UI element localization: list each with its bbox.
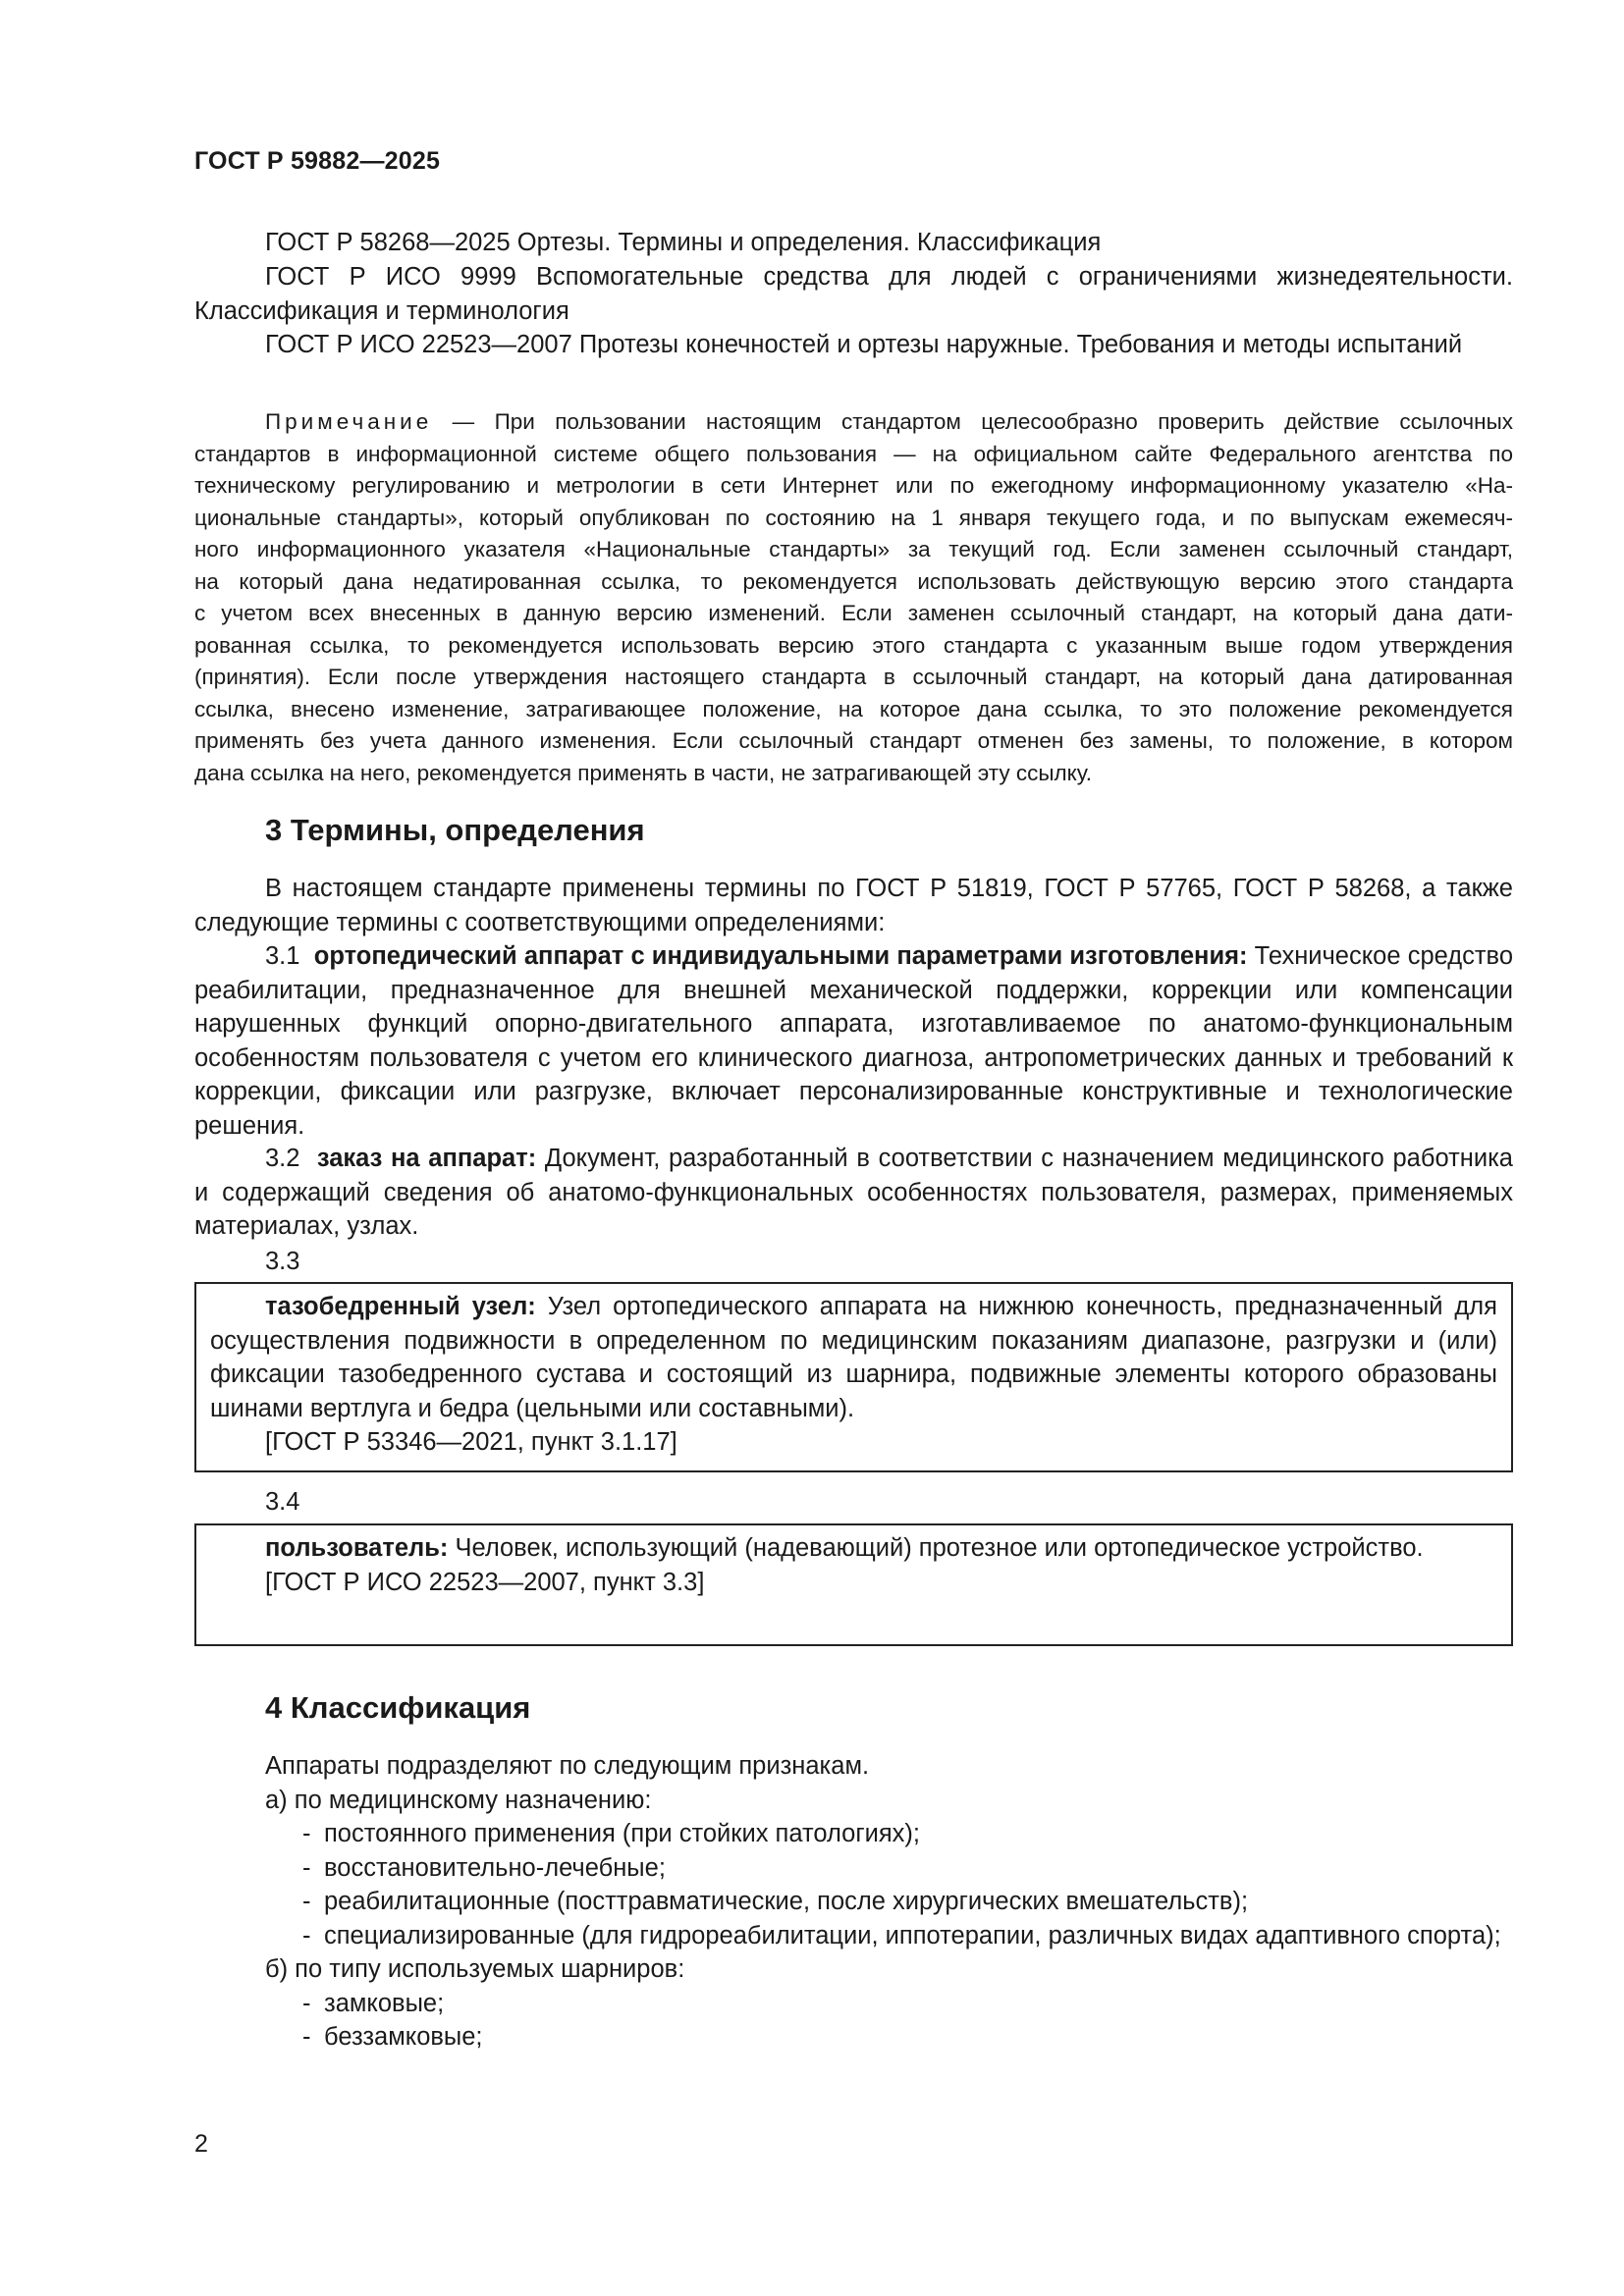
term-3-2: 3.2 заказ на аппарат: Документ, разработанный в соответствии с назначением медицинского работника и содержащий сведения об анатомо-функциональных особенностях пользователя, размерах, применяемых материалах, узлах. (194, 1145, 1513, 1240)
document-code: ГОСТ Р 59882—2025 (194, 147, 441, 175)
reference-58268: ГОСТ Р 58268—2025 Ортезы. Термины и определения. Классификация (265, 229, 1102, 256)
term-3-4-title: пользователь: (265, 1534, 449, 1562)
term-3-1-title: ортопедический аппарат с индивидуальными параметрами изготовления: (313, 942, 1248, 970)
note-line: применять без учета данного изменения. Если ссылочный стандарт отменен без замены, то положение, в котором (194, 728, 1513, 753)
term-3-3-definition: Узел ортопедического аппарата на нижнюю конечность, предназначенный для осуществления подвижности в определенном по медицинским показаниям диапазоне, разгрузки и (или) фиксации тазобедренного сустава и состоящий из шарнира, подвижные элементы которого образованы шинами вертлуга и бедра (цельными или составными). (210, 1293, 1497, 1422)
note-line: дана ссылка на него, рекомендуется применять в части, не затрагивающей эту ссылку. (194, 760, 1092, 785)
note-line: стандартов в информационной системе общего пользования — на официальном сайте Федерального агентства по (194, 441, 1513, 466)
term-3-2-definition: Документ, разработанный в соответствии с назначением медицинского работника и содержащий сведения об анатомо-функциональных особенностях пользователя, размерах, применяемых материалах, узлах. (194, 1145, 1513, 1240)
term-3-4-definition: Человек, использующий (надевающий) протезное или ортопедическое устройство. (455, 1534, 1424, 1562)
page-number: 2 (194, 2130, 208, 2158)
term-3-3-body (210, 1290, 1497, 1425)
note-block (194, 406, 1513, 789)
note-line: циональные стандарты», который опубликован по состоянию на 1 января текущего года, и по выпускам ежемесяч- (194, 505, 1513, 530)
classification-intro: Аппараты подразделяют по следующим признакам. (265, 1752, 870, 1780)
section-3-intro: В настоящем стандарте применены термины по ГОСТ Р 51819, ГОСТ Р 57765, ГОСТ Р 58268, а также следующие термины с соответствующими определениями: (194, 875, 1513, 936)
note-line: на который дана недатированная ссылка, то рекомендуется использовать действующую версию этого стандарта (194, 568, 1513, 594)
term-3-4-box (194, 1523, 1513, 1646)
term-3-4-source: [ГОСТ Р ИСО 22523—2007, пункт 3.3] (265, 1568, 705, 1596)
section-4-heading: 4 Классификация (265, 1690, 531, 1725)
section-3-heading: 3 Термины, определения (265, 813, 645, 847)
term-3-3-title: тазобедренный узел: (265, 1293, 536, 1320)
note-line: Примечание — При пользовании настоящим стандартом целесообразно проверить действие ссылочных (265, 409, 1513, 434)
reference-iso-9999: ГОСТ Р ИСО 9999 Вспомогательные средства для людей с ограничениями жизнедеятельности. Классификация и терминология (194, 263, 1513, 325)
term-3-1-definition: Техническое средство реабилитации, предназначенное для внешней механической поддержки, коррекции или компенсации нарушенных функций опорно-двигательного аппарата, изготавливаемое по анатомо-функциональным особенностям пользователя с учетом его клинического диагноза, антропометрических данных и требований к коррекции, фиксации или разгрузке, включает персонализированные конструктивные и технологические решения. (194, 942, 1513, 1140)
note-line: рованная ссылка, то рекомендуется использовать версию этого стандарта с указанным выше годом утверждения (194, 632, 1513, 658)
group-b-label: б) по типу используемых шарниров: (265, 1955, 685, 1983)
term-3-2-title: заказ на аппарат: (316, 1145, 537, 1172)
note-line: ссылка, внесено изменение, затрагивающее положение, на которое дана ссылка, то это положение рекомендуется (194, 696, 1513, 721)
list-item: - замковые; (302, 1989, 445, 2017)
term-3-4-body (210, 1531, 1497, 1566)
list-item: - специализированные (для гидрореабилитации, иппотерапии, различных видах адаптивного спорта); (302, 1921, 1501, 1949)
term-3-3-box (194, 1282, 1513, 1472)
list-item: - постоянного применения (при стойких патологиях); (302, 1820, 920, 1847)
note-line: техническому регулированию и метрологии в сети Интернет или по ежегодному информационному указателю «На- (194, 473, 1513, 498)
note-line: с учетом всех внесенных в данную версию изменений. Если заменен ссылочный стандарт, на который дана дати- (194, 601, 1513, 625)
term-3-4-number: 3.4 (265, 1488, 300, 1516)
term-3-3-source: [ГОСТ Р 53346—2021, пункт 3.1.17] (265, 1428, 677, 1456)
list-item: - реабилитационные (посттравматические, после хирургических вмешательств); (302, 1888, 1249, 1915)
term-3-1: 3.1 ортопедический аппарат с индивидуальными параметрами изготовления: Техническое средство реабилитации, предназначенное для внешней механической поддержки, коррекции или компенсации нарушенных функций опорно-двигательного аппарата, изготавливаемое по анатомо-функциональным особенностям пользователя с учетом его клинического диагноза, антропометрических данных и требований к коррекции, фиксации или разгрузке, включает персонализированные конструктивные и технологические решения. (194, 942, 1513, 1140)
classification-list (265, 1749, 1513, 2055)
term-3-3-number: 3.3 (265, 1248, 300, 1275)
note-label: Примечание (265, 409, 433, 434)
note-line: ного информационного указателя «Национальные стандарты» за текущий год. Если заменен ссылочный стандарт, (194, 537, 1513, 561)
reference-iso-22523: ГОСТ Р ИСО 22523—2007 Протезы конечностей и ортезы наружные. Требования и методы испытаний (265, 331, 1463, 358)
list-item: - восстановительно-лечебные; (302, 1853, 666, 1882)
note-line: (принятия). Если после утверждения настоящего стандарта в ссылочный стандарт, на который дана датированная (194, 665, 1513, 689)
group-a-label: а) по медицинскому назначению: (265, 1786, 652, 1814)
list-item: - беззамковые; (302, 2023, 483, 2051)
